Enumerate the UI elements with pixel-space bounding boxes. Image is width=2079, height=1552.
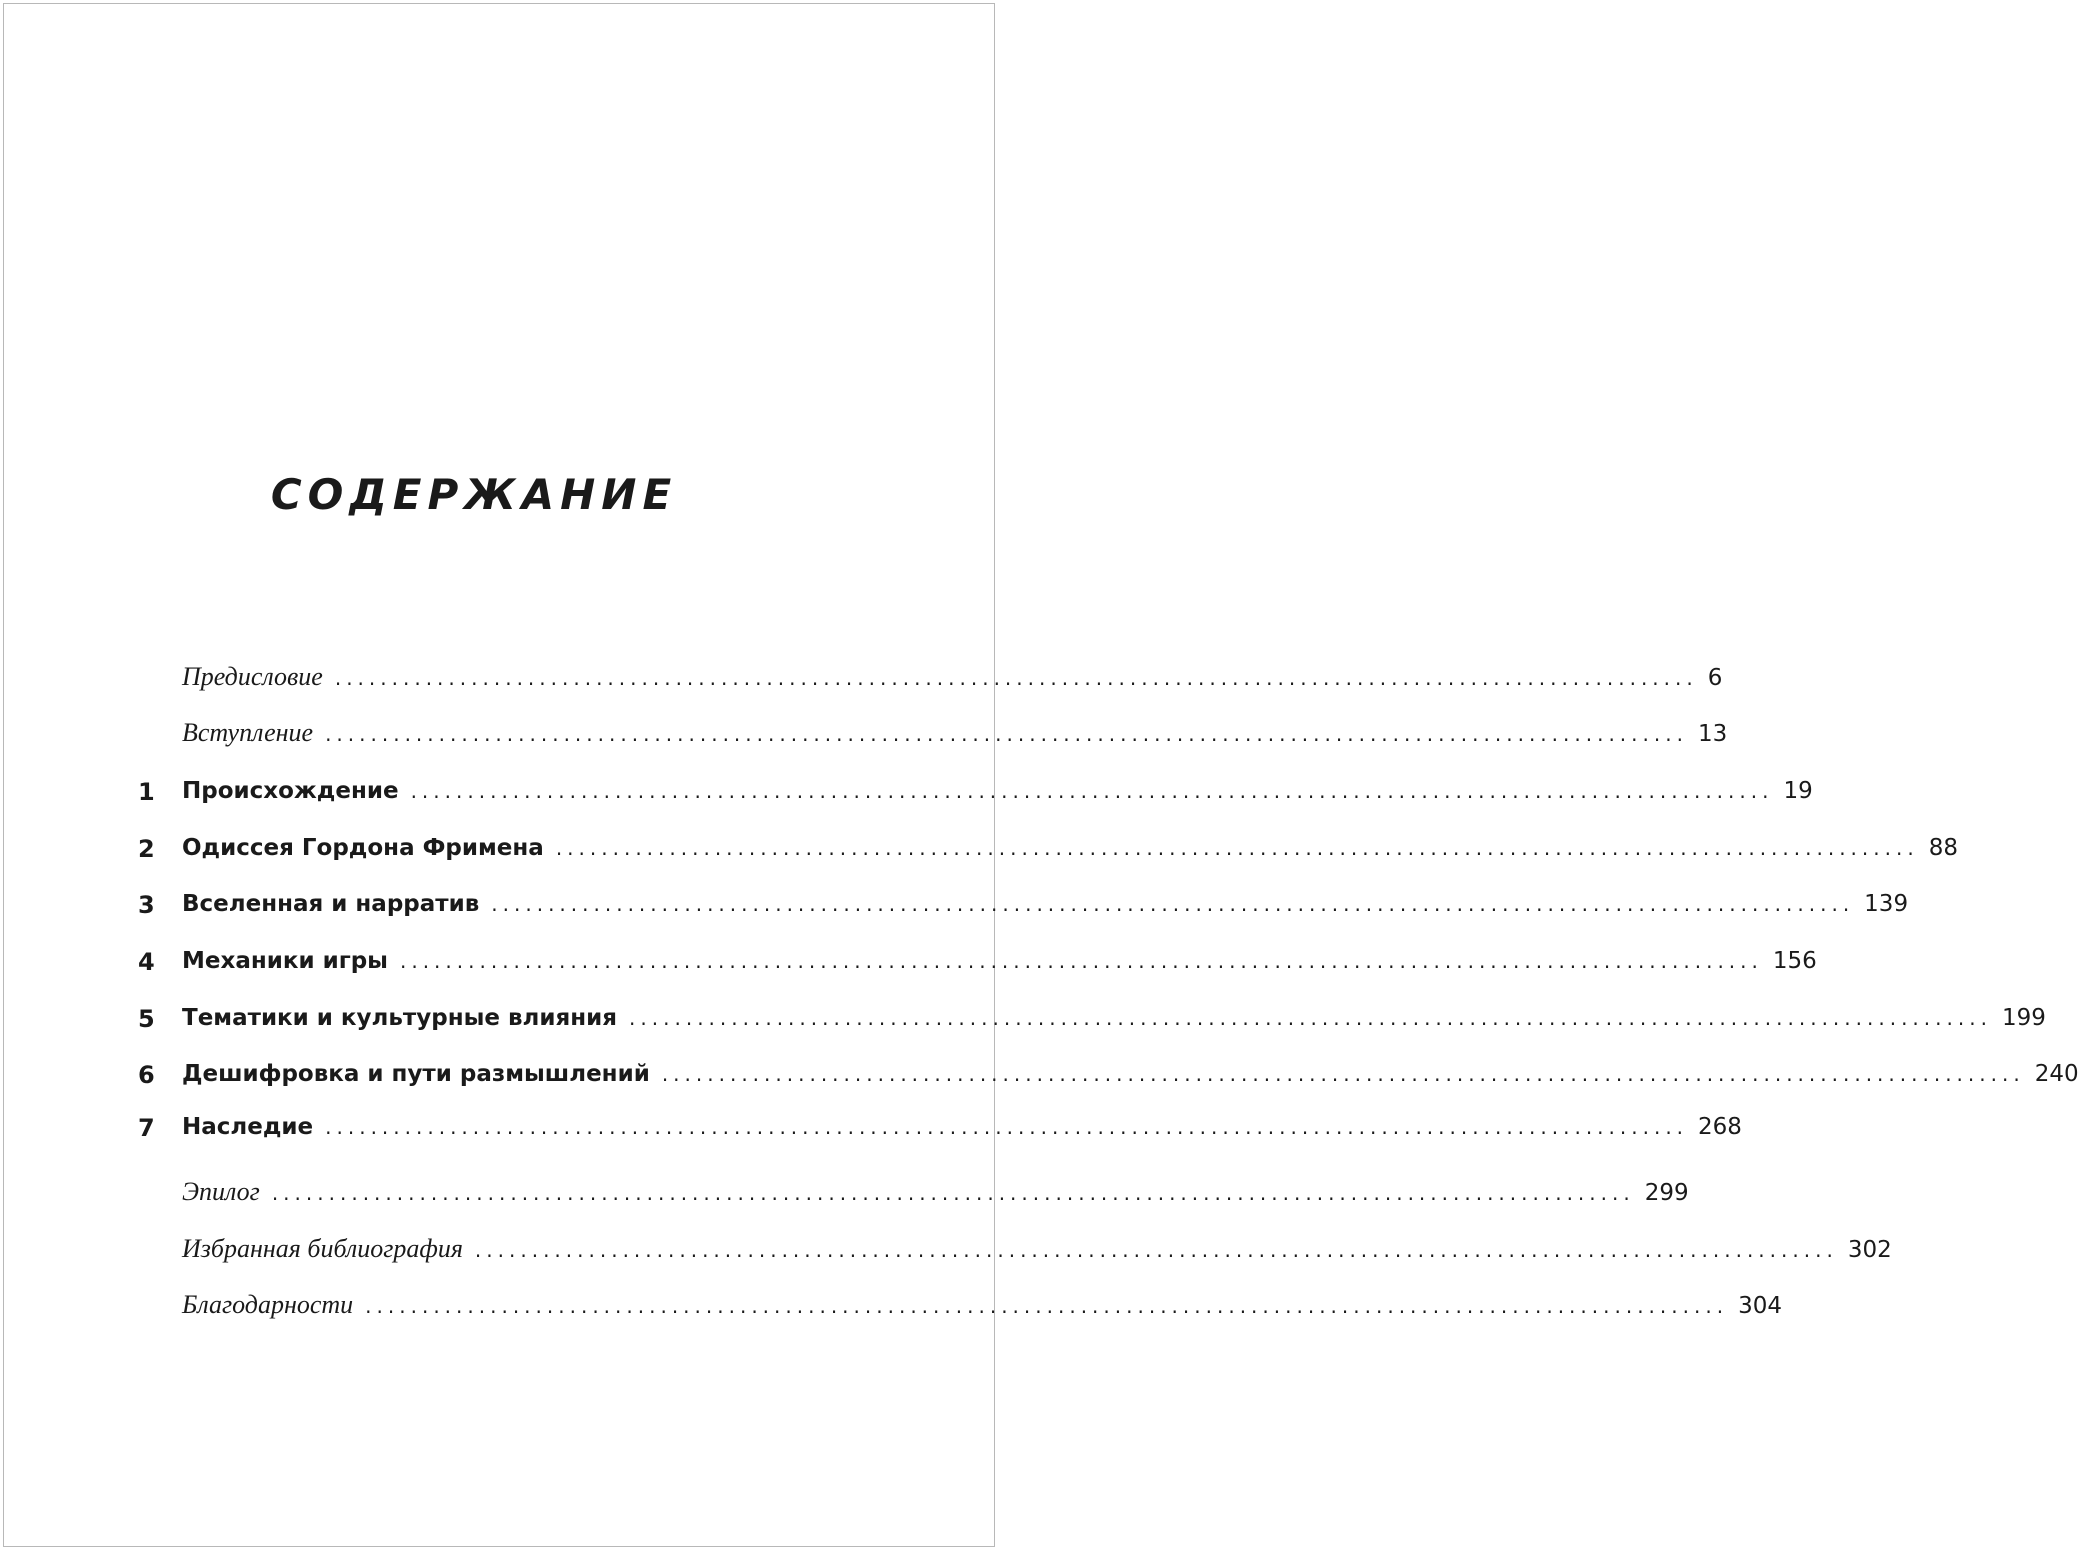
- toc-title: СОДЕРЖАНИЕ: [270, 470, 678, 519]
- toc-chapter-number: 3: [138, 891, 155, 919]
- toc-entry-label: Вселенная и нарратив: [182, 891, 480, 917]
- toc-leader-dots: ........................................................................................................................: [325, 722, 1688, 746]
- toc-entry-page: 240: [2034, 1061, 2079, 1087]
- toc-chapter-number: 2: [138, 835, 155, 863]
- toc-entry-epilogue[interactable]: [182, 1177, 1689, 1213]
- toc-entry-label: Вступление: [182, 718, 314, 747]
- toc-entry-chapter-6[interactable]: [138, 1061, 2079, 1097]
- toc-entry-label: Происхождение: [182, 778, 399, 804]
- toc-entry-page: 19: [1783, 778, 1813, 804]
- toc-entry-page: 13: [1697, 721, 1728, 747]
- toc-chapter-number: 5: [138, 1005, 155, 1033]
- toc-entry-page: 302: [1847, 1237, 1892, 1263]
- toc-entry-bibliography[interactable]: [182, 1234, 1892, 1270]
- toc-entry-label: Дешифровка и пути размышлений: [182, 1061, 650, 1087]
- toc-entry-page: 299: [1644, 1180, 1689, 1206]
- toc-entry-label: Благодарности: [182, 1290, 354, 1319]
- toc-leader-dots: ........................................................................................................................: [365, 1294, 1729, 1318]
- toc-leader-dots: ........................................................................................................................: [334, 666, 1698, 690]
- toc-leader-dots: ........................................................................................................................: [629, 1006, 1992, 1030]
- toc-chapter-number: 4: [138, 948, 155, 976]
- toc-entry-label: Избранная библиография: [182, 1234, 463, 1263]
- toc-chapter-number: 7: [138, 1114, 155, 1142]
- toc-leader-dots: ........................................................................................................................: [661, 1062, 2025, 1086]
- toc-leader-dots: ........................................................................................................................: [491, 892, 1855, 916]
- toc-entry-preface[interactable]: [182, 662, 1723, 698]
- toc-leader-dots: ........................................................................................................................: [474, 1238, 1838, 1262]
- toc-entry-label: Тематики и культурные влияния: [182, 1005, 618, 1031]
- toc-chapter-number: 6: [138, 1061, 155, 1089]
- toc-entry-page: 199: [2001, 1005, 2046, 1031]
- toc-entry-chapter-2[interactable]: [138, 835, 1958, 871]
- toc-entry-page: 88: [1928, 835, 1958, 861]
- toc-entry-label: Эпилог: [182, 1177, 260, 1206]
- toc-entry-acknowledgements[interactable]: [182, 1290, 1782, 1326]
- toc-entry-chapter-5[interactable]: [138, 1005, 2046, 1041]
- toc-entry-chapter-4[interactable]: [138, 948, 1817, 984]
- toc-leader-dots: ........................................................................................................................: [555, 836, 1919, 860]
- toc-entry-page: 304: [1738, 1293, 1782, 1319]
- toc-leader-dots: ........................................................................................................................: [325, 1115, 1689, 1139]
- toc-entry-label: Предисловие: [182, 662, 323, 691]
- toc-entry-page: 156: [1772, 948, 1817, 974]
- toc-entry-introduction[interactable]: [182, 718, 1728, 754]
- toc-entry-chapter-3[interactable]: [138, 891, 1909, 927]
- toc-entry-chapter-1[interactable]: [138, 778, 1813, 814]
- toc-entry-page: 6: [1707, 665, 1723, 691]
- toc-leader-dots: ........................................................................................................................: [399, 949, 1763, 973]
- toc-entry-chapter-7[interactable]: [138, 1114, 1742, 1150]
- toc-entry-label: Механики игры: [182, 948, 388, 974]
- toc-leader-dots: ........................................................................................................................: [271, 1181, 1635, 1205]
- toc-entry-page: 268: [1698, 1114, 1742, 1140]
- toc-leader-dots: ........................................................................................................................: [410, 779, 1774, 803]
- toc-chapter-number: 1: [138, 778, 155, 806]
- toc-entry-label: Наследие: [182, 1114, 314, 1140]
- toc-entry-label: Одиссея Гордона Фримена: [182, 835, 544, 861]
- toc-entry-page: 139: [1864, 891, 1909, 917]
